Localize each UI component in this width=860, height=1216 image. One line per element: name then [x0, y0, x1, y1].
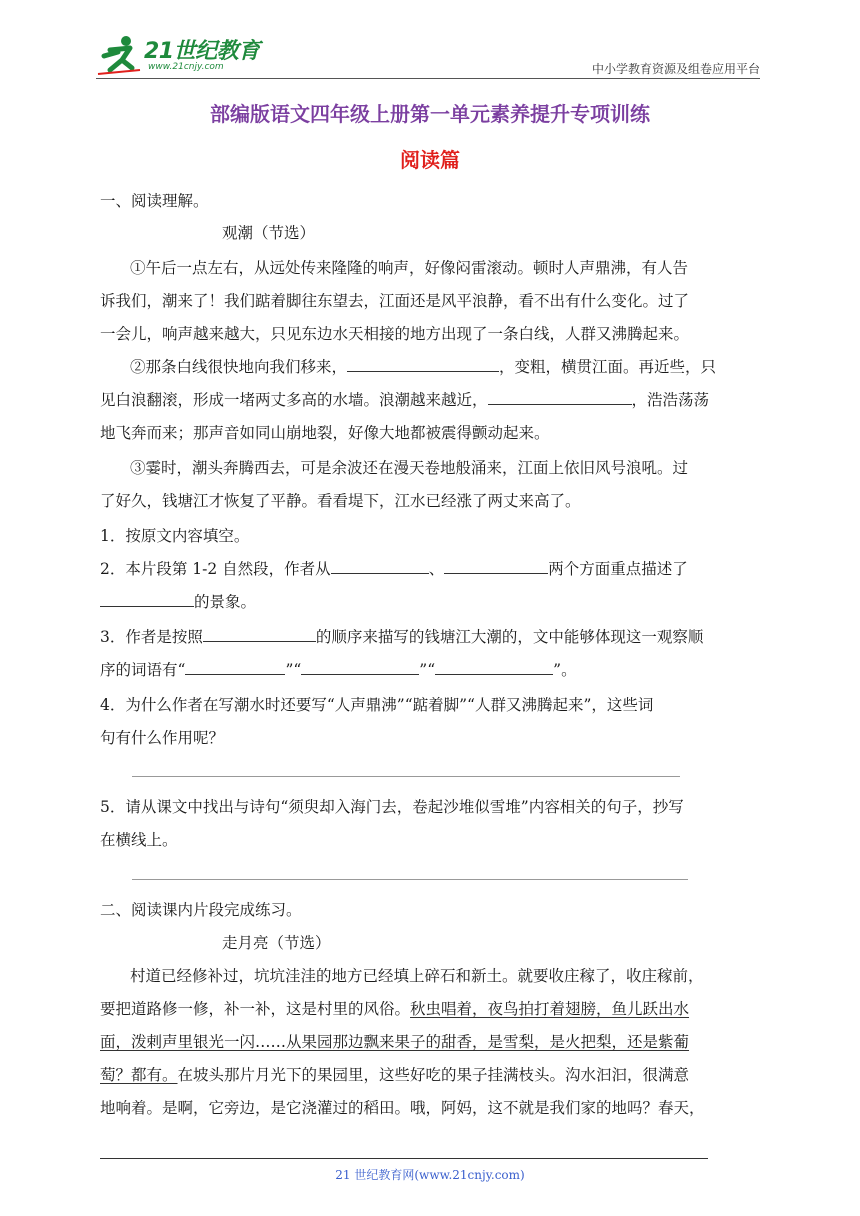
- p2-line2: [100, 389, 709, 411]
- passage1-title: 观潮（节选）: [222, 224, 316, 242]
- p2-text: ②那条白线很快地向我们移来，: [130, 358, 348, 376]
- p4-line2: [100, 998, 689, 1020]
- q3-blank-4[interactable]: [435, 659, 553, 675]
- answer-line-q5[interactable]: [132, 879, 688, 880]
- footer-divider: [100, 1158, 708, 1159]
- q3-text: 3．作者是按照: [100, 628, 203, 646]
- question-4-line2: 句有什么作用呢？: [100, 729, 225, 747]
- q3-blank-2[interactable]: [185, 659, 285, 675]
- q2-text: 两个方面重点描述了: [548, 560, 688, 578]
- question-2-cont: [100, 591, 256, 613]
- underlined-sentence: 秋虫唱着，夜鸟拍打着翅膀，鱼儿跃出水: [410, 1000, 690, 1018]
- p1-line2: 诉我们，潮来了！我们踮着脚往东望去，江面还是风平浪静，看不出有什么变化。过了: [100, 292, 690, 310]
- q3-text: ”。: [553, 661, 577, 679]
- question-5-line2: 在横线上。: [100, 831, 178, 849]
- platform-name: 中小学教育资源及组卷应用平台: [591, 62, 760, 76]
- p4-line3: [100, 1031, 689, 1053]
- question-5-line1: 5．请从课文中找出与诗句“须臾却入海门去，卷起沙堆似雪堆”内容相关的句子，抄写: [100, 798, 684, 816]
- q2-blank-2[interactable]: [444, 558, 548, 574]
- p2-line1: [130, 356, 716, 378]
- p2-line3: 地飞奔而来；那声音如同山崩地裂，好像大地都被震得颤动起来。: [100, 424, 550, 442]
- logo: [96, 34, 266, 78]
- p2-text: ，浩浩荡荡: [631, 391, 710, 409]
- p3-line2: 了好久，钱塘江才恢复了平静。看看堤下，江水已经涨了两丈来高了。: [100, 492, 581, 510]
- footer-link[interactable]: 21 世纪教育网(www.21cnjy.com): [335, 1168, 525, 1182]
- q2-blank-1[interactable]: [331, 558, 429, 574]
- p1-line1: ①午后一点左右，从远处传来隆隆的响声，好像闷雷滚动。顿时人声鼎沸，有人告: [130, 259, 689, 277]
- page-subtitle: 阅读篇: [400, 148, 460, 172]
- fill-blank-2[interactable]: [488, 389, 632, 405]
- page-header: [96, 34, 760, 82]
- fill-blank-1[interactable]: [347, 356, 499, 372]
- q3-blank-3[interactable]: [301, 659, 419, 675]
- question-3: [100, 626, 703, 648]
- passage2-title: 走月亮（节选）: [222, 934, 331, 952]
- underlined-sentence: 萄？都有。: [100, 1066, 178, 1084]
- question-2: [100, 558, 688, 580]
- p4-line5: 地响着。是啊，它旁边，是它浇灌过的稻田。哦，阿妈，这不就是我们家的地吗？春天，: [100, 1099, 705, 1117]
- underlined-sentence: 面，泼剌声里银光一闪……从果园那边飘来果子的甜香，是雪梨，是火把梨，还是紫葡: [100, 1033, 690, 1051]
- p4-line4: [100, 1064, 689, 1086]
- q3-blank-1[interactable]: [203, 626, 316, 642]
- section1-heading: 一、阅读理解。: [100, 192, 209, 210]
- question-3-cont: [100, 659, 577, 681]
- header-divider: [96, 78, 760, 79]
- q2-text: 2．本片段第 1-2 自然段，作者从: [100, 560, 331, 578]
- logo-url: www.21cnjy.com: [148, 62, 224, 72]
- q2-text: 的景象。: [194, 593, 257, 611]
- p4-text: 在坡头那片月光下的果园里，这些好吃的果子挂满枝头。沟水汩汩，很满意: [177, 1066, 690, 1084]
- q3-text: 序的词语有“: [100, 661, 186, 679]
- question-4-line1: 4．为什么作者在写潮水时还要写“人声鼎沸”“踮着脚”“人群又沸腾起来”，这些词: [100, 696, 654, 714]
- p1-line3: 一会儿，响声越来越大，只见东边水天相接的地方出现了一条白线，人群又沸腾起来。: [100, 325, 690, 343]
- q3-text: ”“: [419, 661, 436, 679]
- q2-text: 、: [428, 560, 445, 578]
- p3-line1: ③霎时，潮头奔腾西去，可是余波还在漫天卷地般涌来，江面上依旧风号浪吼。过: [130, 459, 689, 477]
- p4-line1: 村道已经修补过，坑坑洼洼的地方已经填上碎石和新土。就要收庄稼了，收庄稼前，: [130, 967, 704, 985]
- p2-text: 见白浪翻滚，形成一堵两丈多高的水墙。浪潮越来越近，: [100, 391, 488, 409]
- section2-heading: 二、阅读课内片段完成练习。: [100, 901, 302, 919]
- p2-text: ，变粗，横贯江面。再近些，只: [499, 358, 717, 376]
- q3-text: 的顺序来描写的钱塘江大潮的，文中能够体现这一观察顺: [315, 628, 704, 646]
- q3-text: ”“: [285, 661, 302, 679]
- logo-text: 21世纪教育: [144, 39, 260, 64]
- question-1: 1．按原文内容填空。: [100, 527, 250, 545]
- p4-text: 要把道路修一修，补一补，这是村里的风俗。: [100, 1000, 411, 1018]
- runner-icon: [96, 34, 144, 78]
- answer-line-q4[interactable]: [132, 776, 680, 777]
- page-title: 部编版语文四年级上册第一单元素养提升专项训练: [210, 102, 650, 126]
- q2-blank-3[interactable]: [100, 591, 194, 607]
